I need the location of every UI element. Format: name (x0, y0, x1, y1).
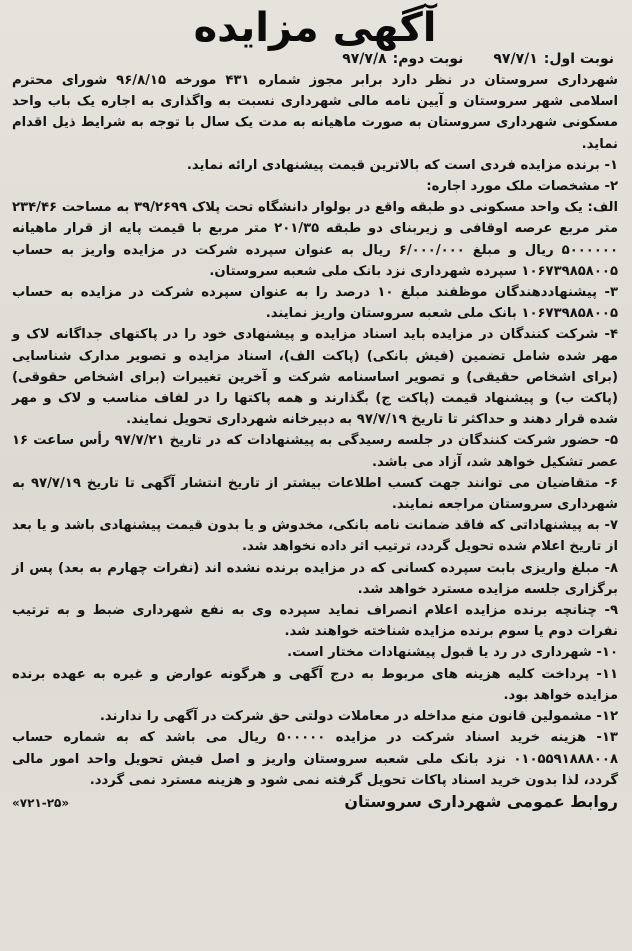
property-spec-alef: الف: یک واحد مسکونی دو طبقه واقع در بولوار دانشگاه تحت پلاک ۳۹/۲۶۹۹ به مساحت ۲۳۴/۴۶ متر مربع عرصه اوقافی و زیربنای دو طبقه ۲۰۱/۳۵ متر مربع با قیمت پایه از قرار ماهیانه ۵۰۰۰۰۰۰ ریال و مبلغ ۶/۰۰۰/۰۰۰ ریال به عنوان سپرده شرکت در مزایده واریز به حساب ۱۰۶۷۳۹۸۵۸۰۰۵ سپرده شهرداری نزد بانک ملی شعبه سروستان. (12, 200, 618, 279)
first-publication-date: ۹۷/۷/۱ (493, 51, 538, 67)
condition-item-11: ۱۱- پرداخت کلیه هزینه های مربوط به درج آگهی و هرگونه عوارض و غیره به عهده برنده مزایده خواهد بود. (12, 666, 618, 703)
condition-item-9: ۹- چنانچه برنده مزایده اعلام انصراف نماید سپرده وی به نفع شهرداری ضبط و به ترتیب نفرات دوم یا سوم برنده مزایده شناخته خواهند شد. (12, 603, 618, 640)
condition-item-5: ۵- حضور شرکت کنندگان در جلسه رسیدگی به پیشنهادات که در تاریخ ۹۷/۷/۲۱ رأس ساعت ۱۶ عصر تشکیل خواهد شد، آزاد می باشد. (12, 433, 618, 470)
condition-item-6: ۶- متقاضیان می توانند جهت کسب اطلاعات بیشتر از تاریخ انتشار آگهی تا تاریخ ۹۷/۷/۱۹ به شهرداری سروستان مراجعه نمایند. (12, 475, 618, 513)
notice-title: آگهی مزایده (193, 5, 437, 51)
ad-code: «۷۲۱-۲۵» (12, 795, 70, 810)
second-publication-date: ۹۷/۷/۸ (342, 51, 387, 67)
first-publication-label: نوبت اول: (543, 51, 614, 67)
first-publication (493, 50, 614, 68)
condition-item-4: ۴- شرکت کنندگان در مزایده باید اسناد مزایده و پیشنهادی خود را در پاکتهای جداگانه لاک و مهر شده شامل تضمین (فیش بانکی) (پاکت الف)، اسناد مزایده و تصویر مدارک شناسایی (برای اشخاص حقیقی) و تصویر اساسنامه شرکت و آخرین تغییرات (برای اشخاص حقوقی) (پاکت ب) و پیشنهاد قیمت (پاکت ج) بگذارند و همه پاکتها را در لفاف مناسب و لاک و مهر شده قرار دهند و حداکثر تا تاریخ ۹۷/۷/۱۹ به دبیرخانه شهرداری تحویل نمایند. (12, 327, 618, 428)
second-publication (342, 50, 463, 68)
publication-dates (12, 50, 618, 70)
notice-footer (12, 791, 618, 814)
condition-item-13: ۱۳- هزینه خرید اسناد شرکت در مزایده ۵۰۰۰۰۰ ریال می باشد که به شماره حساب ۰۱۰۵۵۹۱۸۸۸۰۰۸ نزد بانک ملی شعبه سروستان واریز و اصل فیش تحویل واحد امور مالی گردد، لذا بدون خرید اسناد پاکات تحویل گرفته نمی شود و هزینه مسترد نمی گردد. (12, 730, 618, 788)
notice-intro: شهرداری سروستان در نظر دارد برابر مجوز شماره ۴۳۱ مورخه ۹۶/۸/۱۵ شورای محترم اسلامی شهر سروستان و آیین نامه مالی شهرداری نسبت به واگذاری به اجاره یک باب واحد مسکونی شهرداری سروستان به صورت ماهیانه به مدت یک سال با توجه به شرایط ذیل اقدام نماید. (12, 73, 618, 152)
condition-item-7: ۷- به پیشنهاداتی که فاقد ضمانت نامه بانکی، مخدوش و یا بدون قیمت پیشنهادی باشد و یا بعد از تاریخ اعلام شده تحویل گردد، ترتیب اثر داده نخواهد شد. (12, 518, 618, 555)
notice-body (12, 70, 618, 791)
condition-item-3: ۳- پیشنهاددهندگان موظفند مبلغ ۱۰ درصد را به عنوان سپرده شرکت در مزایده به حساب ۱۰۶۷۳۹۸۵۸۰۰۵ بانک ملی شعبه سروستان واریز نمایند. (12, 285, 618, 322)
signature: روابط عمومی شهرداری سروستان (344, 791, 618, 811)
condition-item-10: ۱۰- شهرداری در رد یا قبول پیشنهادات مختار است. (287, 645, 618, 661)
second-publication-label: نوبت دوم: (392, 51, 464, 67)
condition-item-8: ۸- مبلغ واریزی بابت سپرده کسانی که در مزایده برنده نشده اند (نفرات چهارم به بعد) پس از برگزاری جلسه مزایده مسترد خواهد شد. (12, 560, 618, 597)
condition-item-12: ۱۲- مشمولین قانون منع مداخله در معاملات دولتی حق شرکت در آگهی را ندارند. (99, 709, 618, 725)
condition-item-1: ۱- برنده مزایده فردی است که بالاترین قیمت پیشنهادی ارائه نماید. (186, 157, 618, 173)
condition-item-2: ۲- مشخصات ملک مورد اجاره: (426, 179, 618, 195)
